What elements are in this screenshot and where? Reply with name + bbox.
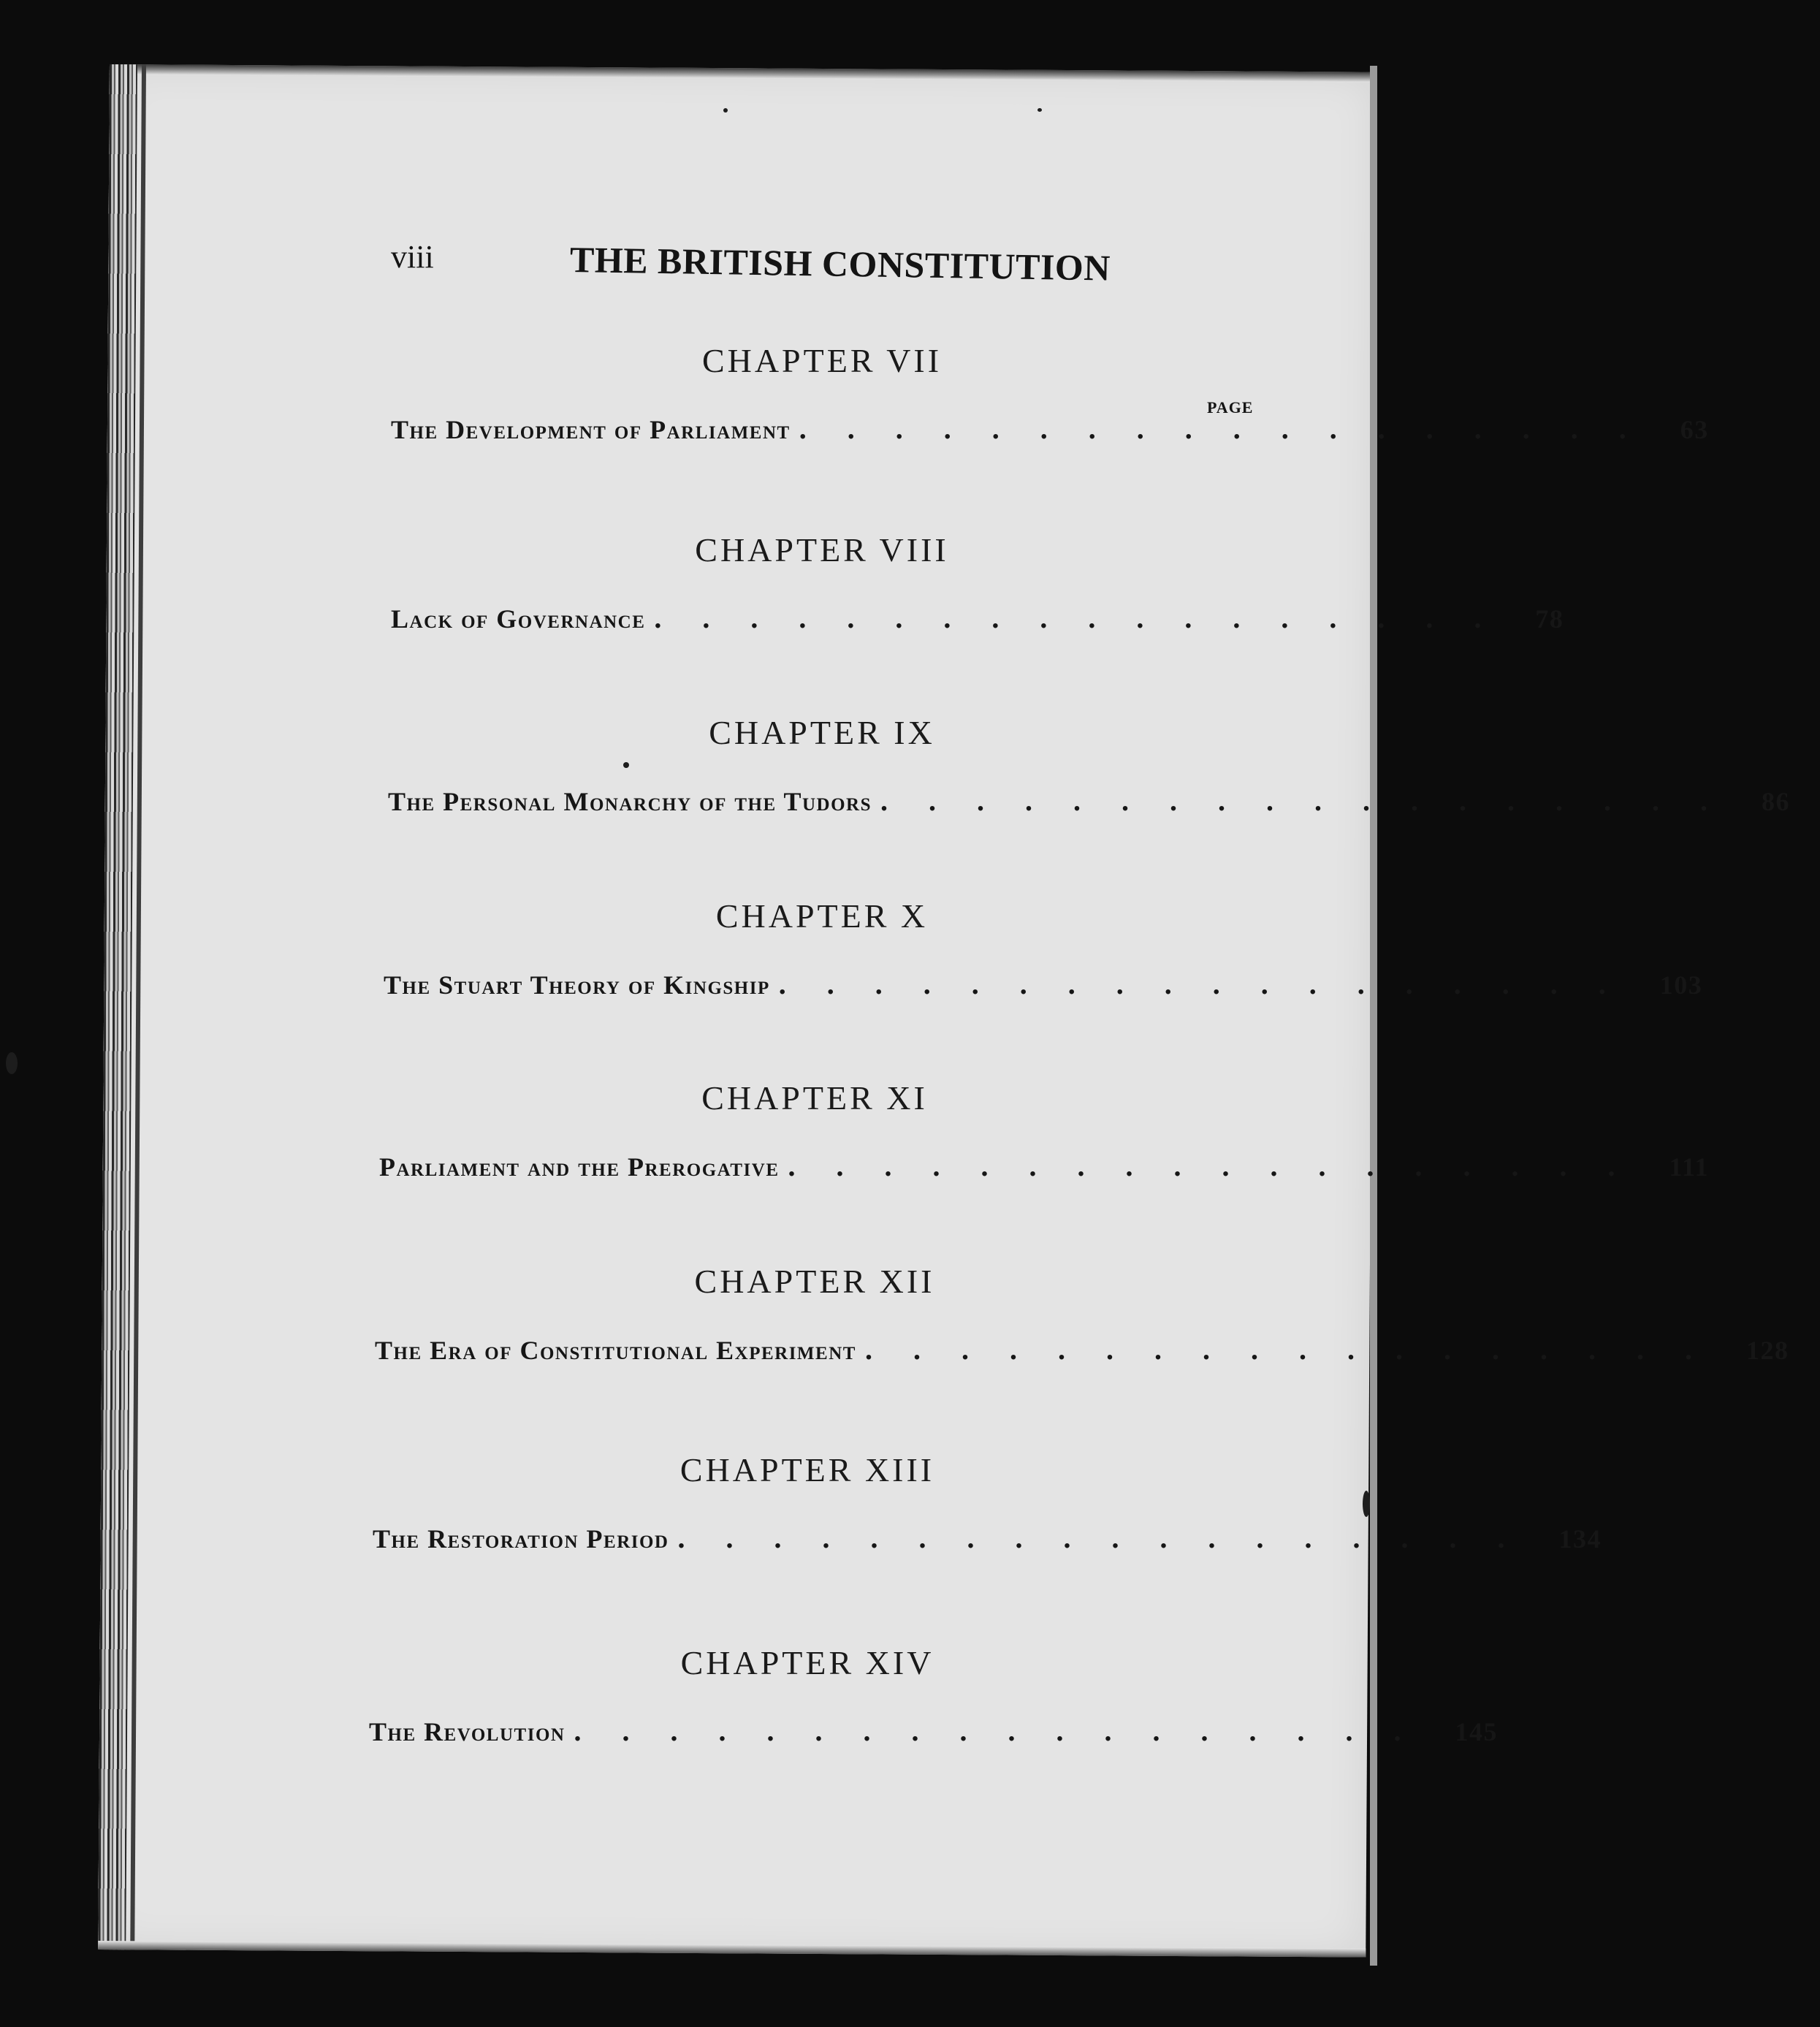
toc-line — [391, 601, 1564, 644]
toc-line — [369, 1714, 1498, 1757]
speck — [1363, 1491, 1370, 1517]
chapter-heading: CHAPTER XII — [694, 1263, 935, 1300]
toc-entry — [369, 530, 1564, 677]
speck — [723, 108, 728, 113]
chapter-heading: CHAPTER XIV — [680, 1644, 934, 1681]
page-number: 145 — [1455, 1717, 1498, 1746]
chapter-heading: CHAPTER XI — [701, 1079, 928, 1117]
dot-leader: .................. — [654, 601, 1523, 634]
chapter-title: The Development of Parliament — [391, 415, 791, 444]
speck — [1037, 108, 1042, 112]
toc-entry — [362, 1079, 1710, 1225]
chapter-title: Parliament and the Prerogative — [379, 1152, 780, 1182]
chapter-title: Lack of Governance — [391, 604, 646, 634]
chapter-title: The Stuart Theory of Kingship — [384, 970, 770, 1000]
page-number: 103 — [1659, 970, 1703, 1000]
toc-line — [379, 1149, 1710, 1193]
toc-line — [375, 1332, 1789, 1376]
toc-entry — [354, 1643, 1498, 1790]
toc-line — [391, 411, 1709, 455]
chapter-title: The Revolution — [369, 1717, 566, 1746]
dot-leader: .................. — [574, 1714, 1442, 1747]
speck — [6, 1052, 18, 1074]
chapter-heading: CHAPTER VII — [701, 342, 943, 379]
running-head — [391, 232, 1268, 291]
chapter-title: The Era of Constitutional Experiment — [375, 1336, 856, 1365]
chapter-heading: CHAPTER XIII — [679, 1451, 935, 1488]
speck — [623, 762, 629, 768]
dot-leader: .................. — [799, 412, 1667, 445]
toc-entry — [369, 341, 1709, 487]
toc-entry — [362, 1262, 1789, 1408]
page-number: 63 — [1680, 415, 1709, 444]
page-number: 111 — [1669, 1152, 1710, 1182]
book-title: THE BRITISH CONSTITUTION — [569, 239, 1111, 289]
toc-entry — [354, 1450, 1602, 1597]
page-column-label: PAGE — [1207, 398, 1254, 417]
dot-leader: .................. — [880, 784, 1749, 817]
toc-entry — [369, 897, 1703, 1043]
toc-line — [384, 967, 1703, 1011]
dot-leader: .................. — [778, 967, 1647, 1000]
dot-leader: .................. — [677, 1521, 1546, 1554]
page-number: 134 — [1558, 1524, 1602, 1553]
toc-line — [373, 1521, 1602, 1564]
chapter-title: The Restoration Period — [373, 1524, 669, 1553]
page-number: 128 — [1745, 1336, 1789, 1365]
toc-entry — [369, 713, 1791, 859]
dot-leader: .................. — [864, 1333, 1733, 1366]
page-number: 78 — [1535, 604, 1564, 634]
toc-line — [388, 783, 1791, 827]
chapter-heading: CHAPTER IX — [709, 714, 935, 751]
page-number: 86 — [1762, 787, 1791, 816]
dot-leader: .................. — [788, 1149, 1656, 1182]
chapter-title: The Personal Monarchy of the Tudors — [388, 787, 872, 816]
folio-number: viii — [391, 239, 434, 275]
chapter-heading: CHAPTER VIII — [695, 531, 949, 568]
chapter-heading: CHAPTER X — [715, 897, 929, 935]
